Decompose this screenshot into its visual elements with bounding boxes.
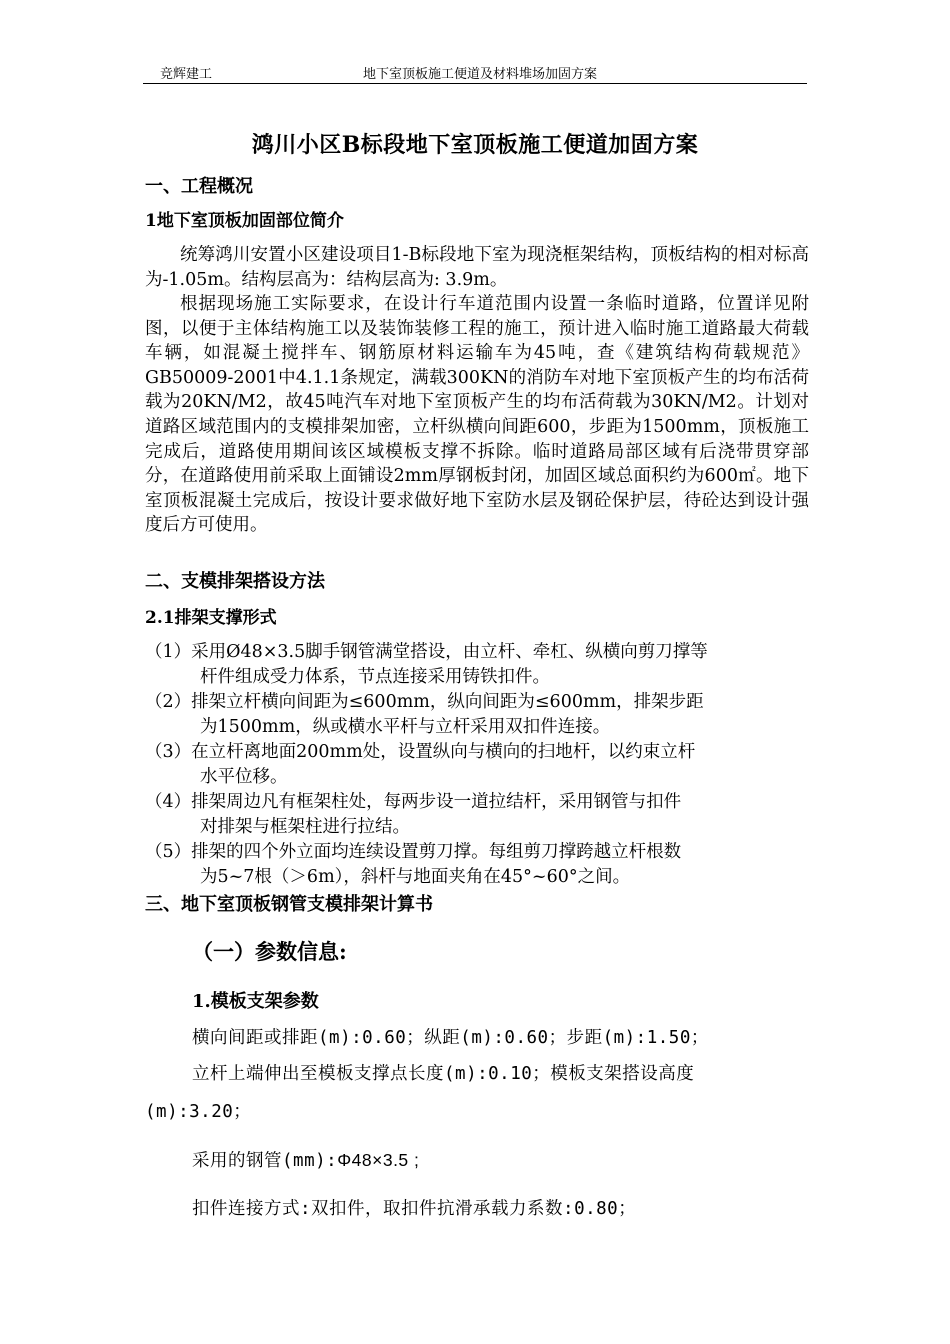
formwork-params-heading: 1.模板支架参数 — [192, 991, 319, 1012]
header-company: 竞辉建工 — [160, 67, 213, 82]
list-item — [145, 840, 809, 889]
pole-extension-line-cont: (m):3.20； — [145, 1102, 252, 1122]
steel-pipe-line — [192, 1147, 419, 1172]
list-item-continuation: 对排架与框架柱进行拉结。 — [200, 816, 410, 837]
pole-extension-line: 立杆上端伸出至模板支撑点长度(m):0.10；模板支架搭设高度 — [192, 1064, 695, 1084]
header-divider — [143, 83, 807, 84]
steel-pipe-value: Φ48×3.5 ; — [337, 1150, 420, 1170]
list-item — [145, 640, 809, 689]
list-item-text: 采用Ø48×3.5脚手钢管满堂搭设，由立杆、牵杠、纵横向剪刀撑等 — [191, 642, 708, 662]
section-3-heading: 三、地下室顶板钢管支模排架计算书 — [145, 894, 433, 915]
list-item-text: 在立杆离地面200mm处，设置纵向与横向的扫地杆，以约束立杆 — [191, 742, 696, 762]
list-item-continuation: 杆件组成受力体系，节点连接采用铸铁扣件。 — [200, 666, 550, 687]
list-item-continuation: 为5~7根（＞6m），斜杆与地面夹角在45°~60°之间。 — [200, 866, 631, 887]
section-1-paragraph-2: 根据现场施工实际要求，在设计行车道范围内设置一条临时道路，位置详见附图，以便于主体结构施工以及装饰装修工程的施工，预计进入临时施工道路最大荷载车辆，如混凝土搅拌车、钢筋原材料运输车为45吨，查《建筑结构荷载规范》GB50009-2001中4.1.1条规定，满载300KN的消防车对地下室顶板产生的均布活荷载为20KN/M2，故45吨汽车对地下室顶板产生的均布活荷载为30KN/M2。计划对道路区域范围内的支模排架加密，立杆纵横向间距600，步距为1500mm，顶板施工完成后，道路使用期间该区域模板支撑不拆除。临时道路局部区域有后浇带贯穿部分，在道路使用前采取上面铺设2mm厚钢板封闭，加固区域总面积约为600㎡。地下室顶板混凝土完成后，按设计要求做好地下室防水层及钢砼保护层，待砼达到设计强度后方可使用。 — [145, 294, 809, 536]
list-item-number: （1） — [145, 642, 192, 662]
section-2-heading: 二、支模排架搭设方法 — [145, 571, 325, 592]
list-item — [145, 740, 809, 789]
list-item — [145, 790, 809, 839]
header-doc-title: 地下室顶板施工便道及材料堆场加固方案 — [363, 67, 598, 82]
section-2-1-heading: 2.1排架支撑形式 — [145, 608, 277, 628]
list-item-continuation: 水平位移。 — [200, 766, 288, 787]
list-item-number: （5） — [145, 842, 192, 862]
spacing-line: 横向间距或排距(m):0.60；纵距(m):0.60；步距(m):1.50； — [192, 1028, 709, 1048]
list-item — [145, 690, 809, 739]
parameters-heading: （一）参数信息: — [192, 939, 347, 964]
steel-pipe-label: 采用的钢管(mm): — [192, 1151, 338, 1171]
section-1-1-heading: 1地下室顶板加固部位简介 — [145, 211, 344, 231]
list-item-number: （4） — [145, 792, 192, 812]
coupler-line: 扣件连接方式:双扣件，取扣件抗滑承载力系数:0.80； — [192, 1199, 637, 1219]
section-1-heading: 一、工程概况 — [145, 176, 253, 197]
section-1-paragraph-1: 统筹鸿川安置小区建设项目1-B标段地下室为现浇框架结构，顶板结构的相对标高为-1.05m。结构层高为：结构层高为: 3.9m。 — [145, 245, 809, 290]
list-item-continuation: 为1500mm，纵或横水平杆与立杆采用双扣件连接。 — [200, 716, 611, 737]
list-item-number: （2） — [145, 692, 192, 712]
list-item-text: 排架周边凡有框架柱处，每两步设一道拉结杆，采用钢管与扣件 — [191, 792, 682, 812]
list-item-text: 排架立杆横向间距为≤600mm，纵向间距为≤600mm，排架步距 — [191, 692, 704, 712]
document-title: 鸿川小区B标段地下室顶板施工便道加固方案 — [251, 132, 699, 158]
list-item-number: （3） — [145, 742, 192, 762]
list-item-text: 排架的四个外立面均连续设置剪刀撑。每组剪刀撑跨越立杆根数 — [191, 842, 682, 862]
